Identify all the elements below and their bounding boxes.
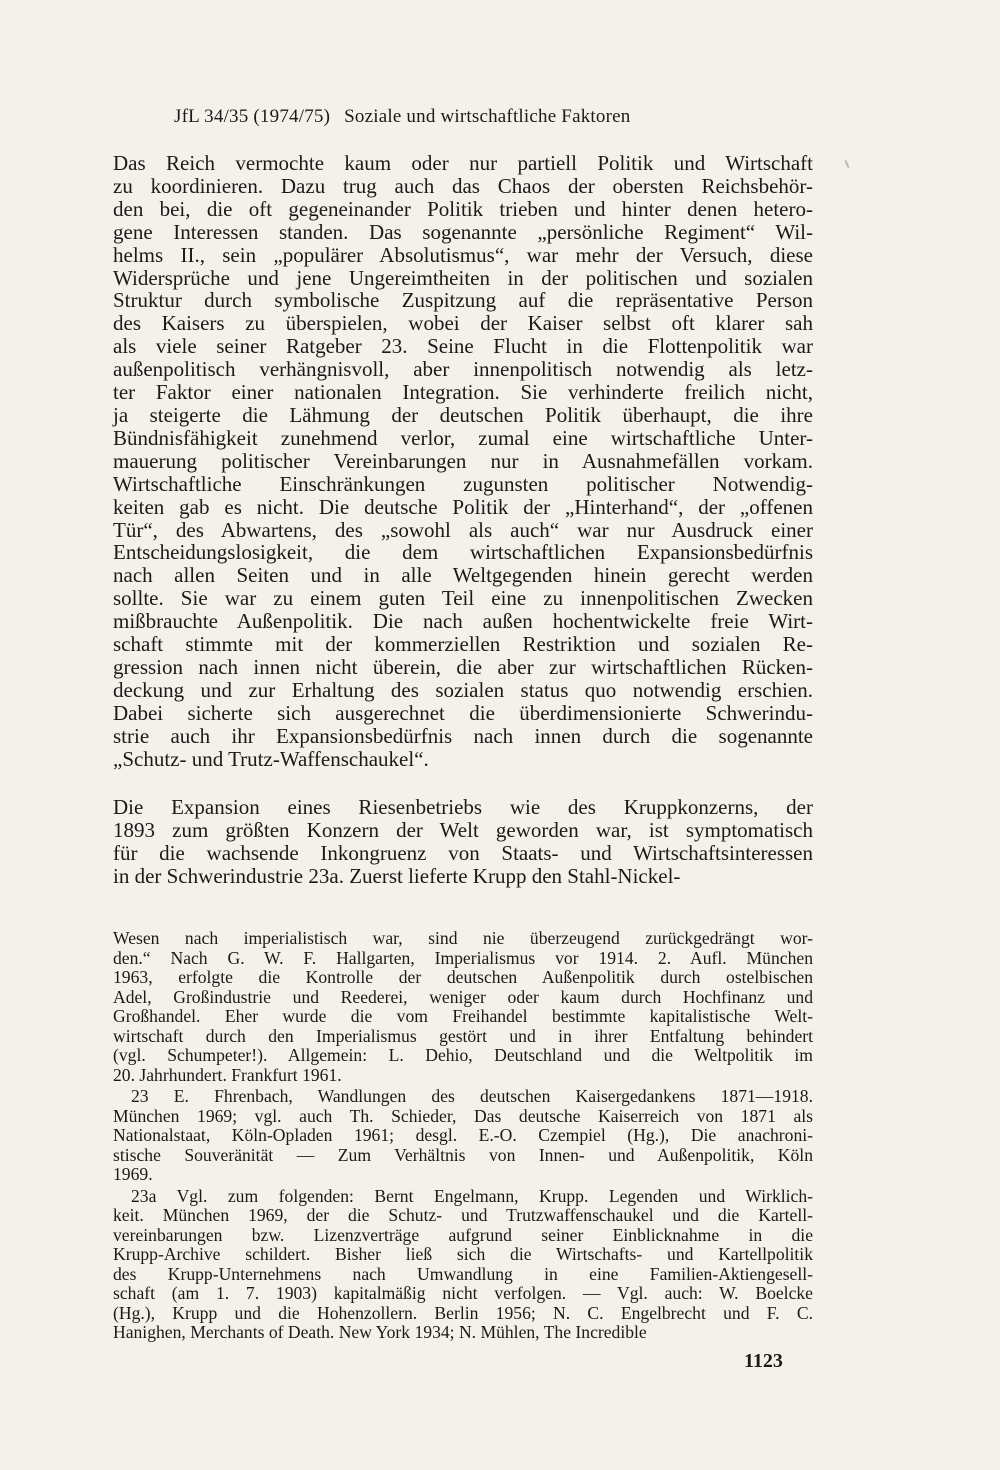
page-number: 1123 — [744, 1350, 783, 1372]
paragraph-1-line: keiten gab es nicht. Die deutsche Politik der „Hinterhand“, der „offenen — [113, 494, 813, 519]
footnotes — [113, 929, 813, 1343]
paragraph-2-line: 1893 zum größten Konzern der Welt geworden war, ist symptomatisch — [113, 817, 813, 842]
paragraph-1-line: strie auch ihr Expansionsbedürfnis nach innen durch die sogenannte — [113, 723, 813, 748]
paragraph-1-line: Dabei sicherte sich ausgerechnet die überdimensionierte Schwerindu- — [113, 700, 813, 725]
paragraph-2 — [113, 796, 813, 888]
paragraph-1-line: sollte. Sie war zu einem guten Teil eine zu innenpolitischen Zwecken — [113, 586, 813, 611]
footnote-continued-line: den.“ Nach G. W. F. Hallgarten, Imperialismus vor 1914. 2. Aufl. München — [113, 947, 813, 968]
footnote-23a-line: vereinbarungen bzw. Lizenzverträge aufgrund seiner Einblicknahme in die — [113, 1224, 813, 1245]
paragraph-1-line: mauerung politischer Vereinbarungen nur in Ausnahmefällen vorkam. — [113, 448, 813, 473]
footnote-continued-line: 20. Jahrhundert. Frankfurt 1961. — [113, 1064, 342, 1085]
journal-reference: JfL 34/35 (1974/75) — [174, 106, 331, 127]
paragraph-1-line: ja steigerte die Lähmung der deutschen Politik überhaupt, die ihre — [113, 402, 813, 427]
paragraph-1-line: Entscheidungslosigkeit, die dem wirtschaftlichen Expansionsbedürfnis — [113, 540, 813, 565]
paragraph-1-line: Bündnisfähigkeit zunehmend verlor, zumal eine wirtschaftliche Unter- — [113, 425, 813, 450]
paragraph-1-line: als viele seiner Ratgeber 23. Seine Flucht in die Flottenpolitik war — [113, 334, 813, 359]
footnote-23-line: 23 E. Fhrenbach, Wandlungen des deutschen Kaisergedankens 1871—1918. — [131, 1086, 813, 1106]
margin-mark — [844, 160, 849, 168]
footnote-23a — [113, 1187, 813, 1343]
footnote-23a-line: keit. München 1969, der die Schutz- und Trutzwaffenschaukel und die Kartell- — [113, 1205, 813, 1225]
footnote-23a-line: 23a Vgl. zum folgenden: Bernt Engelmann, Krupp. Legenden und Wirklich- — [131, 1185, 813, 1206]
paragraph-1-line: ter Faktor einer nationalen Integration. Sie verhinderte freilich nicht, — [113, 380, 813, 405]
paragraph-1-line: außenpolitisch verhängnisvoll, aber innenpolitisch notwendig als letz- — [113, 357, 813, 382]
footnote-23a-line: des Krupp-Unternehmens nach Umwandlung in eine Familien-Aktiengesell- — [113, 1263, 813, 1284]
footnote-23a-line: Krupp-Archive schildert. Bisher ließ sich die Wirtschafts- und Kartellpolitik — [113, 1244, 813, 1264]
footnote-23-line: Nationalstaat, Köln-Opladen 1961; desgl. E.-O. Czempiel (Hg.), Die anachroni- — [113, 1125, 813, 1145]
paragraph-1-line: den bei, die oft gegeneinander Politik trieben und hinter denen hetero- — [113, 196, 813, 221]
footnote-23-line: 1969. — [113, 1164, 153, 1184]
footnote-23 — [113, 1087, 813, 1185]
paragraph-2-line: Die Expansion eines Riesenbetriebs wie des Kruppkonzerns, der — [113, 795, 813, 819]
footnote-continued-line: 1963, erfolgte die Kontrolle der deutschen Außenpolitik durch ostelbischen — [113, 967, 813, 987]
paragraph-1-line: Wirtschaftliche Einschränkungen zugunsten politischer Notwendig- — [113, 471, 813, 496]
paragraph-1-line: Widersprüche und jene Ungereimtheiten in der politischen und sozialen — [113, 265, 813, 290]
footnote-23-line: stische Souveränität — Zum Verhältnis von Innen- und Außenpolitik, Köln — [113, 1144, 813, 1165]
paragraph-1-line: Das Reich vermochte kaum oder nur partiell Politik und Wirtschaft — [113, 151, 813, 175]
footnote-continued-line: wirtschaft durch den Imperialismus gestört und in ihrer Entfaltung behindert — [113, 1025, 813, 1046]
footnote-continued-line: Adel, Großindustrie und Reederei, weniger oder kaum durch Hochfinanz und — [113, 986, 813, 1007]
paragraph-1-line: Struktur durch symbolische Zuspitzung auf die repräsentative Person — [113, 288, 813, 313]
paragraph-1-line: mißbrauchte Außenpolitik. Die nach außen hochentwickelte freie Wirt- — [113, 609, 813, 634]
footnote-continued-line: (vgl. Schumpeter!). Allgemein: L. Dehio, Deutschland und die Weltpolitik im — [113, 1045, 813, 1065]
paragraph-1-line: gression nach innen nicht überein, die aber zur wirtschaftlichen Rücken- — [113, 654, 813, 679]
paragraph-1-line: nach allen Seiten und in alle Weltgegenden hinein gerecht werden — [113, 563, 813, 588]
footnote-23a-line: schaft (am 1. 7. 1903) kapitalmäßig nicht verfolgen. — Vgl. auch: W. Boelcke — [113, 1283, 813, 1303]
running-header — [174, 106, 630, 128]
footnote-23a-line: (Hg.), Krupp und die Hohenzollern. Berlin 1956; N. C. Engelbrecht und F. C. — [113, 1302, 813, 1323]
paragraph-2-line: für die wachsende Inkongruenz von Staats- und Wirtschaftsinteressen — [113, 840, 813, 865]
footnote-continued-line: Großhandel. Eher wurde die vom Freihandel bestimmte kapitalistische Welt- — [113, 1006, 813, 1026]
paragraph-1-line: des Kaisers zu überspielen, wobei der Kaiser selbst oft klarer sah — [113, 311, 813, 336]
paragraph-1 — [113, 152, 813, 770]
footnote-23-line: München 1969; vgl. auch Th. Schieder, Das deutsche Kaiserreich von 1871 als — [113, 1105, 813, 1126]
paragraph-1-line: zu koordinieren. Dazu trug auch das Chaos der obersten Reichsbehör- — [113, 173, 813, 198]
footnote-23a-line: Hanighen, Merchants of Death. New York 1934; N. Mühlen, The Incredible — [113, 1322, 647, 1342]
paragraph-1-line: schaft stimmte mit der kommerziellen Restriktion und sozialen Re- — [113, 632, 813, 657]
paragraph-2-line: in der Schwerindustrie 23a. Zuerst lieferte Krupp den Stahl-Nickel- — [113, 863, 681, 888]
paragraph-1-line: gene Interessen standen. Das sogenannte „persönliche Regiment“ Wil- — [113, 219, 813, 244]
paragraph-1-line: helms II., sein „populärer Absolutismus“, war mehr der Versuch, diese — [113, 242, 813, 267]
section-title: Soziale und wirtschaftliche Faktoren — [344, 106, 631, 127]
paragraph-1-line: deckung und zur Erhaltung des sozialen status quo notwendig erschien. — [113, 677, 813, 702]
footnote-continued-line: Wesen nach imperialistisch war, sind nie überzeugend zurückgedrängt wor- — [113, 928, 813, 948]
paragraph-1-line: „Schutz- und Trutz-Waffenschaukel“. — [113, 746, 429, 771]
footnote-continued — [113, 929, 813, 1085]
paragraph-1-line: Tür“, des Abwartens, des „sowohl als auch“ war nur Ausdruck einer — [113, 517, 813, 542]
